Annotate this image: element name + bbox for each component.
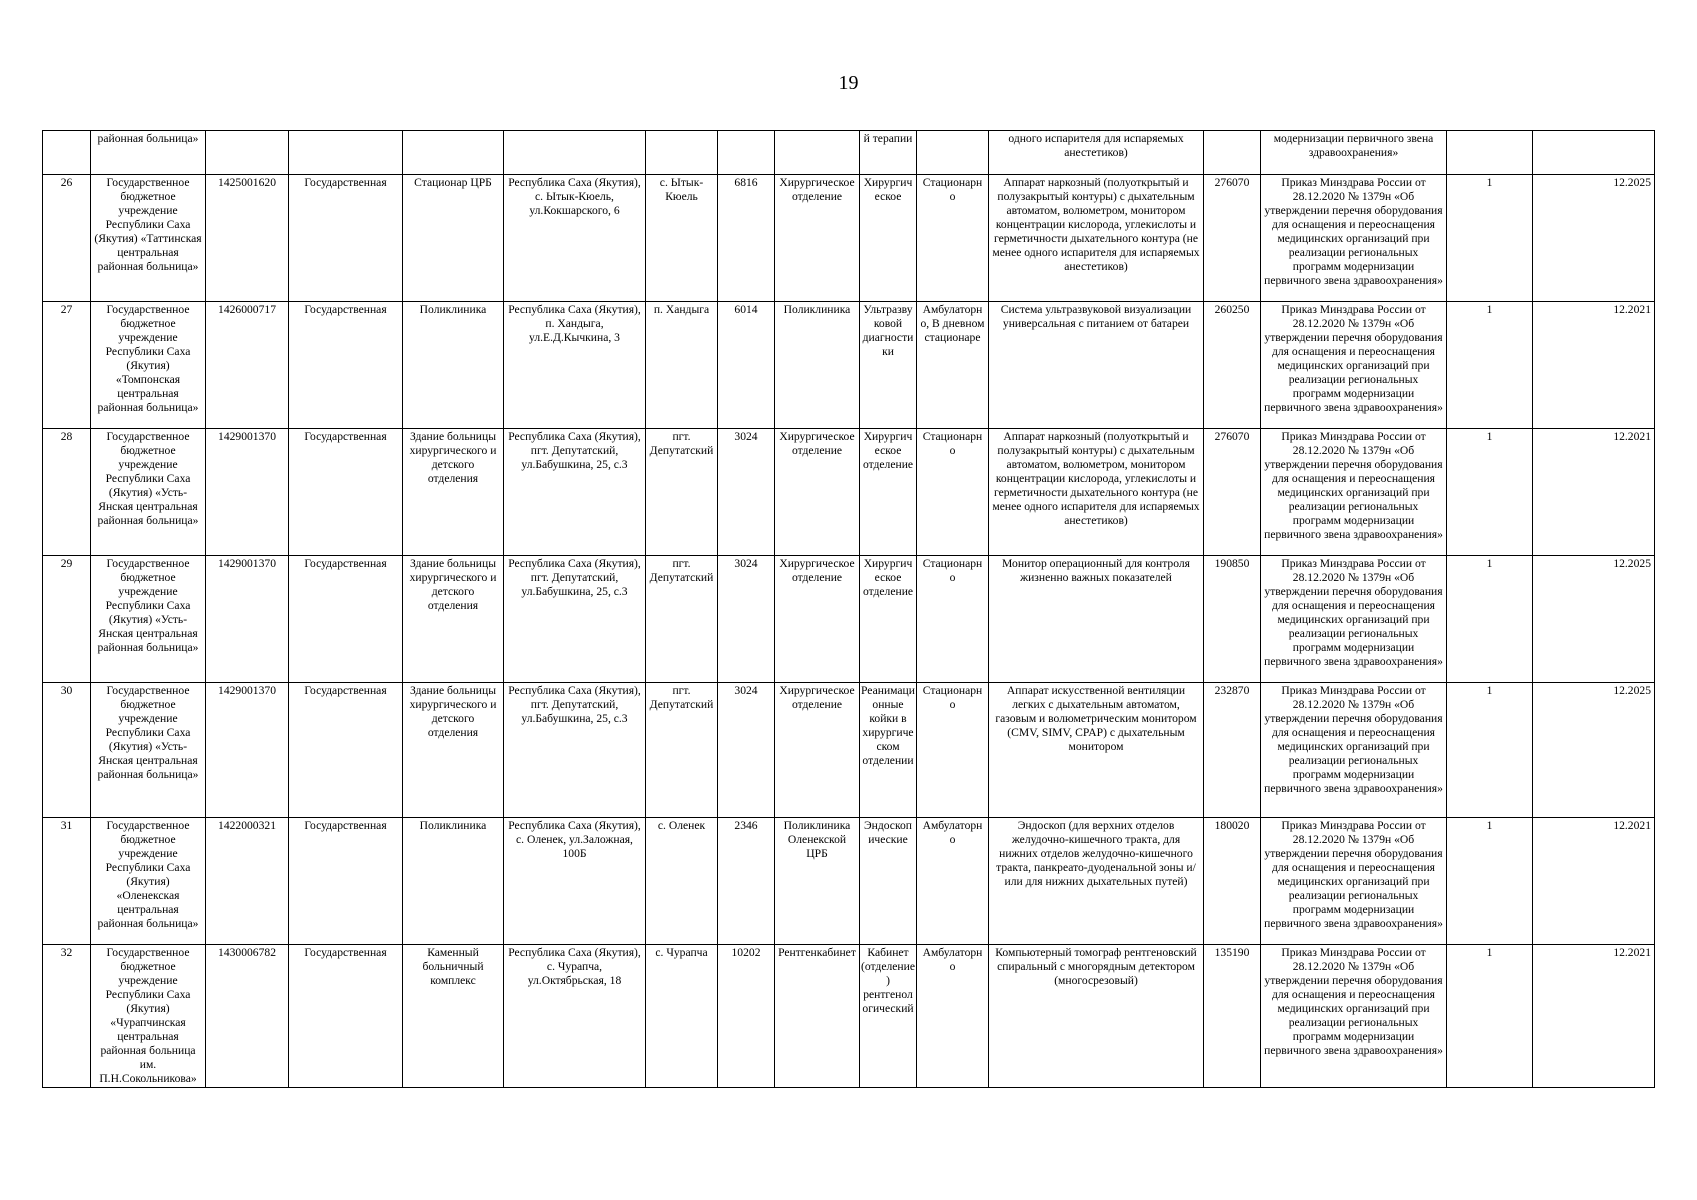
cell-department-type: Хирургическое	[860, 175, 917, 302]
cell-population	[718, 131, 775, 175]
cell-basis: Приказ Минздрава России от 28.12.2020 № 1379н «Об утверждении перечня оборудования для оснащения и переоснащения медицинских организаций при реализации региональных программ модернизации первичного звена здравоохранения»	[1261, 818, 1447, 945]
cell-date: 12.2021	[1533, 945, 1655, 1088]
cell-address: Республика Саха (Якутия), с. Чурапча, ул.Октябрьская, 18	[504, 945, 646, 1088]
cell-code: 1429001370	[206, 429, 289, 556]
cell-equipment: одного испарителя для испаряемых анестетиков)	[989, 131, 1204, 175]
cell-unit: Поликлиника	[775, 302, 860, 429]
cell-care-form: Амбулаторно	[917, 818, 989, 945]
cell-date: 12.2025	[1533, 175, 1655, 302]
cell-building: Стационар ЦРБ	[403, 175, 504, 302]
cell-unit: Поликлиника Оленекской ЦРБ	[775, 818, 860, 945]
cell-institution: районная больница»	[91, 131, 206, 175]
cell-care-form: Амбулаторно, В дневном стационаре	[917, 302, 989, 429]
cell-date: 12.2021	[1533, 429, 1655, 556]
cell-num: 31	[43, 818, 91, 945]
cell-equipment: Эндоскоп (для верхних отделов желудочно-кишечного тракта, для нижних отделов желудочно-кишечного тракта, панкреато-дуоденальной зоны и/или для нижних дыхательных путей)	[989, 818, 1204, 945]
cell-unit: Хирургическое отделение	[775, 175, 860, 302]
cell-num	[43, 131, 91, 175]
cell-building: Здание больницы хирургического и детского отделения	[403, 683, 504, 818]
cell-basis: Приказ Минздрава России от 28.12.2020 № 1379н «Об утверждении перечня оборудования для оснащения и переоснащения медицинских организаций при реализации региональных программ модернизации первичного звена здравоохранения»	[1261, 683, 1447, 818]
table-row-continuation	[43, 131, 1655, 175]
cell-num: 30	[43, 683, 91, 818]
cell-care-form: Амбулаторно	[917, 945, 989, 1088]
cell-department-type: Эндоскопические	[860, 818, 917, 945]
cell-basis: Приказ Минздрава России от 28.12.2020 № 1379н «Об утверждении перечня оборудования для оснащения и переоснащения медицинских организаций при реализации региональных программ модернизации первичного звена здравоохранения»	[1261, 945, 1447, 1088]
cell-quantity	[1447, 131, 1533, 175]
cell-num: 32	[43, 945, 91, 1088]
cell-date	[1533, 131, 1655, 175]
cell-building: Здание больницы хирургического и детского отделения	[403, 556, 504, 683]
cell-department-type: Реанимационные койки в хирургическом отделении	[860, 683, 917, 818]
cell-address: Республика Саха (Якутия), пгт. Депутатский, ул.Бабушкина, 25, с.3	[504, 683, 646, 818]
cell-equipment: Аппарат искусственной вентиляции легких с дыхательным автоматом, газовым и волюметрическим монитором (CMV, SIMV, CPAP) с дыхательным монитором	[989, 683, 1204, 818]
cell-basis: Приказ Минздрава России от 28.12.2020 № 1379н «Об утверждении перечня оборудования для оснащения и переоснащения медицинских организаций при реализации региональных программ модернизации первичного звена здравоохранения»	[1261, 302, 1447, 429]
cell-code: 1426000717	[206, 302, 289, 429]
cell-building: Поликлиника	[403, 302, 504, 429]
cell-department-type: Хирургическое отделение	[860, 556, 917, 683]
cell-price: 135190	[1204, 945, 1261, 1088]
cell-code	[206, 131, 289, 175]
cell-ownership	[289, 131, 403, 175]
cell-address: Республика Саха (Якутия), с. Ытык-Кюель, ул.Кокшарского, 6	[504, 175, 646, 302]
cell-institution: Государственное бюджетное учреждение Республики Саха (Якутия) «Чурапчинская центральная районная больница им. П.Н.Сокольникова»	[91, 945, 206, 1088]
cell-care-form	[917, 131, 989, 175]
cell-locality	[646, 131, 718, 175]
table-row	[43, 302, 1655, 429]
cell-unit: Хирургическое отделение	[775, 429, 860, 556]
cell-equipment: Аппарат наркозный (полуоткрытый и полузакрытый контуры) с дыхательным автоматом, волюметром, монитором концентрации кислорода, углекислоты и герметичности дыхательного контура (не менее одного испарителя для испаряемых анестетиков)	[989, 429, 1204, 556]
cell-date: 12.2021	[1533, 818, 1655, 945]
cell-code: 1430006782	[206, 945, 289, 1088]
cell-institution: Государственное бюджетное учреждение Республики Саха (Якутия) «Усть-Янская центральная районная больница»	[91, 683, 206, 818]
cell-code: 1429001370	[206, 556, 289, 683]
cell-quantity: 1	[1447, 175, 1533, 302]
cell-equipment: Аппарат наркозный (полуоткрытый и полузакрытый контуры) с дыхательным автоматом, волюметром, монитором концентрации кислорода, углекислоты и герметичности дыхательного контура (не менее одного испарителя для испаряемых анестетиков)	[989, 175, 1204, 302]
cell-population: 10202	[718, 945, 775, 1088]
cell-department-type: Ультразвуковой диагностики	[860, 302, 917, 429]
cell-unit: Хирургическое отделение	[775, 556, 860, 683]
cell-equipment: Система ультразвуковой визуализации универсальная с питанием от батареи	[989, 302, 1204, 429]
cell-unit	[775, 131, 860, 175]
cell-department-type: Хирургическое отделение	[860, 429, 917, 556]
cell-population: 2346	[718, 818, 775, 945]
cell-building: Здание больницы хирургического и детского отделения	[403, 429, 504, 556]
cell-building: Поликлиника	[403, 818, 504, 945]
cell-price: 190850	[1204, 556, 1261, 683]
cell-building	[403, 131, 504, 175]
cell-equipment: Компьютерный томограф рентгеновский спиральный с многорядным детектором (многосрезовый)	[989, 945, 1204, 1088]
cell-locality: с. Чурапча	[646, 945, 718, 1088]
cell-num: 27	[43, 302, 91, 429]
cell-basis: Приказ Минздрава России от 28.12.2020 № 1379н «Об утверждении перечня оборудования для оснащения и переоснащения медицинских организаций при реализации региональных программ модернизации первичного звена здравоохранения»	[1261, 556, 1447, 683]
cell-ownership: Государственная	[289, 175, 403, 302]
cell-address: Республика Саха (Якутия), пгт. Депутатский, ул.Бабушкина, 25, с.3	[504, 429, 646, 556]
cell-locality: с. Оленек	[646, 818, 718, 945]
cell-locality: п. Хандыга	[646, 302, 718, 429]
cell-price: 232870	[1204, 683, 1261, 818]
cell-price	[1204, 131, 1261, 175]
cell-address: Республика Саха (Якутия), пгт. Депутатский, ул.Бабушкина, 25, с.3	[504, 556, 646, 683]
cell-department-type: Кабинет (отделение) рентгенологический	[860, 945, 917, 1088]
cell-quantity: 1	[1447, 945, 1533, 1088]
cell-equipment: Монитор операционный для контроля жизненно важных показателей	[989, 556, 1204, 683]
table-row	[43, 818, 1655, 945]
table-row	[43, 945, 1655, 1088]
cell-locality: пгт. Депутатский	[646, 429, 718, 556]
equipment-registry-table	[42, 130, 1655, 1088]
table-row	[43, 429, 1655, 556]
cell-code: 1425001620	[206, 175, 289, 302]
cell-address	[504, 131, 646, 175]
cell-ownership: Государственная	[289, 683, 403, 818]
cell-price: 276070	[1204, 429, 1261, 556]
cell-ownership: Государственная	[289, 945, 403, 1088]
cell-building: Каменный больничный комплекс	[403, 945, 504, 1088]
cell-locality: пгт. Депутатский	[646, 683, 718, 818]
cell-code: 1429001370	[206, 683, 289, 818]
cell-code: 1422000321	[206, 818, 289, 945]
cell-institution: Государственное бюджетное учреждение Республики Саха (Якутия) «Оленекская центральная районная больница»	[91, 818, 206, 945]
cell-department-type: й терапии	[860, 131, 917, 175]
cell-care-form: Стационарно	[917, 175, 989, 302]
cell-basis: Приказ Минздрава России от 28.12.2020 № 1379н «Об утверждении перечня оборудования для оснащения и переоснащения медицинских организаций при реализации региональных программ модернизации первичного звена здравоохранения»	[1261, 175, 1447, 302]
cell-institution: Государственное бюджетное учреждение Республики Саха (Якутия) «Томпонская центральная районная больница»	[91, 302, 206, 429]
cell-care-form: Стационарно	[917, 429, 989, 556]
cell-population: 3024	[718, 429, 775, 556]
cell-num: 26	[43, 175, 91, 302]
cell-unit: Хирургическое отделение	[775, 683, 860, 818]
cell-quantity: 1	[1447, 683, 1533, 818]
page-number: 19	[838, 72, 859, 94]
table-row	[43, 556, 1655, 683]
cell-num: 28	[43, 429, 91, 556]
cell-institution: Государственное бюджетное учреждение Республики Саха (Якутия) «Усть-Янская центральная районная больница»	[91, 556, 206, 683]
cell-institution: Государственное бюджетное учреждение Республики Саха (Якутия) «Таттинская центральная районная больница»	[91, 175, 206, 302]
cell-num: 29	[43, 556, 91, 683]
cell-quantity: 1	[1447, 818, 1533, 945]
cell-institution: Государственное бюджетное учреждение Республики Саха (Якутия) «Усть-Янская центральная районная больница»	[91, 429, 206, 556]
cell-quantity: 1	[1447, 556, 1533, 683]
cell-price: 276070	[1204, 175, 1261, 302]
cell-ownership: Государственная	[289, 302, 403, 429]
cell-price: 180020	[1204, 818, 1261, 945]
cell-care-form: Стационарно	[917, 683, 989, 818]
cell-locality: пгт. Депутатский	[646, 556, 718, 683]
cell-locality: с. Ытык-Кюель	[646, 175, 718, 302]
cell-population: 3024	[718, 556, 775, 683]
cell-price: 260250	[1204, 302, 1261, 429]
cell-quantity: 1	[1447, 429, 1533, 556]
cell-address: Республика Саха (Якутия), п. Хандыга, ул.Е.Д.Кычкина, 3	[504, 302, 646, 429]
cell-population: 6014	[718, 302, 775, 429]
cell-date: 12.2021	[1533, 302, 1655, 429]
table-row	[43, 683, 1655, 818]
cell-date: 12.2025	[1533, 683, 1655, 818]
cell-basis: Приказ Минздрава России от 28.12.2020 № 1379н «Об утверждении перечня оборудования для оснащения и переоснащения медицинских организаций при реализации региональных программ модернизации первичного звена здравоохранения»	[1261, 429, 1447, 556]
table-row	[43, 175, 1655, 302]
cell-ownership: Государственная	[289, 429, 403, 556]
cell-ownership: Государственная	[289, 556, 403, 683]
cell-date: 12.2025	[1533, 556, 1655, 683]
cell-quantity: 1	[1447, 302, 1533, 429]
cell-ownership: Государственная	[289, 818, 403, 945]
cell-population: 6816	[718, 175, 775, 302]
cell-care-form: Стационарно	[917, 556, 989, 683]
cell-basis: модернизации первичного звена здравоохранения»	[1261, 131, 1447, 175]
cell-population: 3024	[718, 683, 775, 818]
cell-unit: Рентгенкабинет	[775, 945, 860, 1088]
cell-address: Республика Саха (Якутия), с. Оленек, ул.Заложная, 100Б	[504, 818, 646, 945]
